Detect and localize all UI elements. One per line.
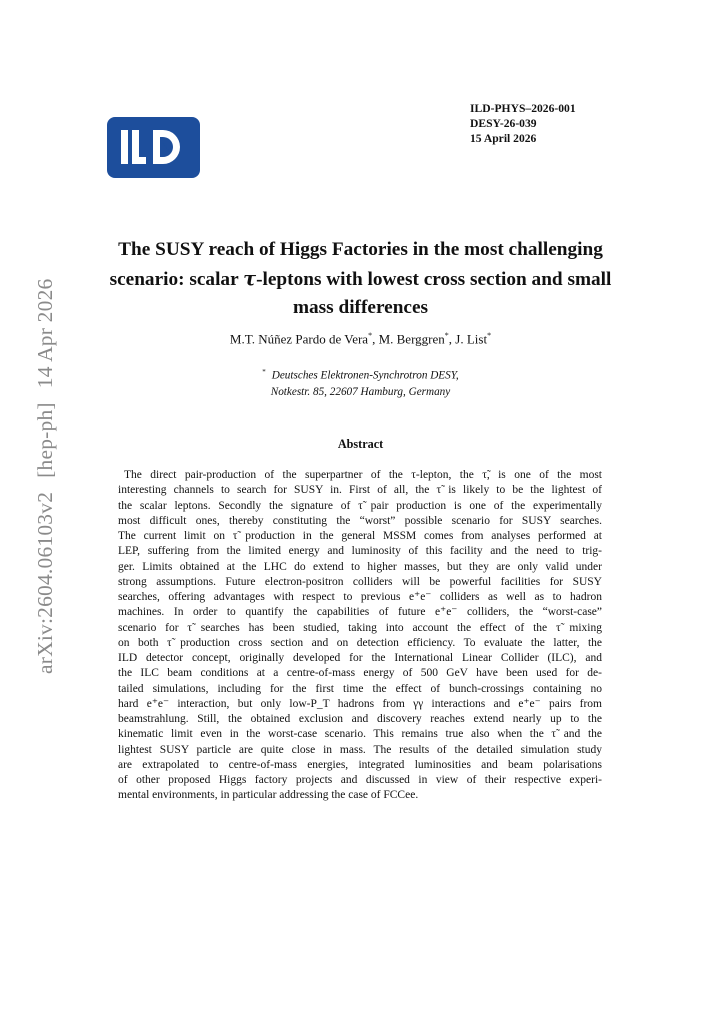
title-line-3: mass differences <box>292 297 429 318</box>
abstract-line: ILD detector concept, originally developed for the International Linear Collider (ILC), and <box>118 652 602 664</box>
abstract-line: ger. Limits obtained at the LHC do extend to higher masses, but they are only valid under <box>118 560 602 573</box>
ild-logo <box>107 117 200 178</box>
document-date: 15 April 2026 <box>470 132 537 146</box>
abstract-line: are extrapolated to centre-of-mass energies, integrated luminosities and beam polarisations <box>118 758 602 771</box>
abstract-line: on both τ̃ production cross section and on detection efficiency. To evaluate the latter, the <box>118 636 602 649</box>
arxiv-id: arXiv:2604.06103v2 <box>33 491 57 674</box>
desy-number: DESY-26-039 <box>470 117 537 131</box>
affiliation-mark: * <box>262 368 266 376</box>
abstract-line: searches, offering advantages with respect to previous e⁺e⁻ colliders as well as to hadron <box>118 591 602 603</box>
affiliation-line-1 <box>100 364 621 384</box>
title-line-2-post: -leptons with lowest cross section and small <box>256 268 612 290</box>
abstract-line: beamstrahlung. Still, the obtained exclusion and discovery reaches extend nearly up to the <box>118 713 602 725</box>
abstract-line: machines. In order to quantify the capabilities of future e⁺e⁻ colliders, the “worst-case” <box>118 606 602 619</box>
arxiv-category: [hep-ph] <box>33 402 57 478</box>
abstract-line: LEP, suffering from the limited energy and luminosity of this facility and the need to trig- <box>118 545 602 558</box>
abstract-line: of other proposed Higgs factory projects and discussed in view of their respective experi- <box>118 774 602 786</box>
tau-symbol: τ <box>243 266 257 290</box>
author-1-mark: * <box>368 331 373 340</box>
abstract-line: tailed simulations, including for the first time the effect of bunch-crossings containing no <box>118 682 602 695</box>
abstract-line: interesting channels to search for SUSY in. First of all, the τ̃ is likely to be the lightest of <box>118 484 602 497</box>
arxiv-date: 14 Apr 2026 <box>33 278 57 389</box>
abstract-line: mental environments, in particular addressing the case of FCCee. <box>118 789 419 802</box>
abstract-line: hard e⁺e⁻ interaction, but only low-P_T hadrons from γγ interactions and e⁺e⁻ pairs from <box>118 697 602 710</box>
arxiv-stamp <box>33 265 58 674</box>
author-3: J. List <box>455 331 488 347</box>
affiliation-institute: Deutsches Elektronen-Synchrotron DESY, <box>271 369 459 382</box>
author-1: M.T. Núñez Pardo de Vera <box>229 331 369 347</box>
abstract-line: lightest SUSY particle are quite close in mass. The results of the detailed simulation study <box>118 743 602 756</box>
author-list: M.T. Núñez Pardo de Vera*, M. Berggren*, J. List* <box>229 331 492 347</box>
affiliation-line-2: Notkestr. 85, 22607 Hamburg, Germany <box>270 386 451 399</box>
affiliation <box>100 364 621 401</box>
document-info <box>470 101 576 147</box>
abstract-heading: Abstract <box>337 437 384 451</box>
author-2-mark: * <box>444 331 449 340</box>
ild-logo-icon <box>107 117 200 178</box>
abstract-line: kinematic limit even in the worst-case scenario. This remains true also when the τ̃ and the <box>118 728 602 741</box>
abstract-line: The direct pair-production of the superpartner of the τ-lepton, the τ̃, is one of the most <box>124 469 602 481</box>
author-2: M. Berggren <box>378 331 445 347</box>
abstract-line: most difficult ones, thereby constituting the “worst” possible scenario for SUSY searches. <box>118 514 602 527</box>
abstract-line: scenario for τ̃ searches has been studied, taking into account the effect of the τ̃ mixing <box>118 621 602 634</box>
abstract-line: the scalar leptons. Secondly the signature of τ̃ pair production is one of the experimentally <box>118 499 602 512</box>
paper-title <box>80 236 641 323</box>
title-line-2 <box>80 265 641 295</box>
abstract-line: The current limit on τ̃ production in the general MSSM comes from analyses performed at <box>118 530 602 542</box>
author-3-mark: * <box>487 331 492 340</box>
title-line-2-pre: scenario: scalar <box>109 268 244 290</box>
abstract-line: strong assumptions. Future electron-positron colliders will be powerful facilities for SUSY <box>118 575 602 588</box>
title-line-1: The SUSY reach of Higgs Factories in the most challenging <box>118 239 603 260</box>
abstract-body <box>118 468 602 804</box>
report-number: ILD-PHYS–2026-001 <box>470 102 576 115</box>
abstract-line: the ILC beam conditions at a centre-of-mass energy of 500 GeV have been used for de- <box>118 667 602 680</box>
